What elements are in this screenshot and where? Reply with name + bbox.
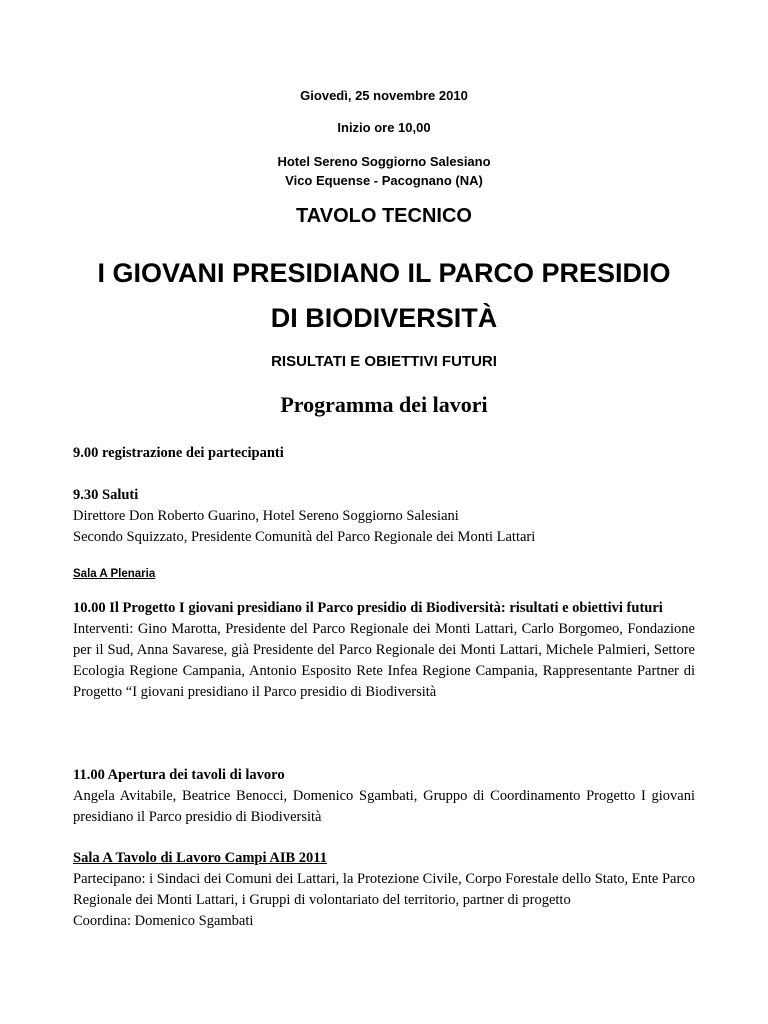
- title-line-1: I GIOVANI PRESIDIANO IL PARCO PRESIDIO: [97, 258, 671, 288]
- subtitle: RISULTATI E OBIETTIVI FUTURI: [271, 353, 497, 370]
- document-title: [0, 251, 768, 341]
- project-heading: 10.00 Il Progetto I giovani presidiano il Parco presidio di Biodiversità: risultati e obiettivi futuri: [73, 600, 663, 616]
- project-speakers: Interventi: Gino Marotta, Presidente del Parco Regionale dei Monti Lattari, Carlo Borgomeo, Fondazione per il Sud, Anna Savarese, già Presidente del Parco Regionale dei Monti Lattari, Michele Palmieri, Settore Ecologia Regione Campania, Antonio Esposito Rete Infea Regione Campania, Rappresentante Partner di Progetto “I giovani presidiano il Parco presidio di Biodiversità: [73, 621, 695, 700]
- venue: [0, 152, 768, 190]
- section-workshops: [73, 765, 695, 828]
- greetings-line: Secondo Squizzato, Presidente Comunità del Parco Regionale dei Monti Lattari: [73, 529, 536, 545]
- start-time: Inizio ore 10,00: [337, 120, 431, 135]
- table-aib-coordinator: Coordina: Domenico Sgambati: [73, 913, 254, 929]
- section-registration: [73, 443, 695, 464]
- venue-line-2: Vico Equense - Pacognano (NA): [285, 173, 483, 188]
- registration-heading: 9.00 registrazione dei partecipanti: [73, 445, 284, 461]
- workshops-people: Angela Avitabile, Beatrice Benocci, Domenico Sgambati, Gruppo di Coordinamento Progetto I giovani presidiano il Parco presidio di Biodiversità: [73, 788, 695, 825]
- greetings-heading: 9.30 Saluti: [73, 487, 139, 503]
- table-aib-heading: Sala A Tavolo di Lavoro Campi AIB 2011: [73, 850, 327, 866]
- venue-line-1: Hotel Sereno Soggiorno Salesiano: [277, 154, 491, 169]
- section-greetings: [73, 485, 695, 548]
- programme-heading: Programma dei lavori: [280, 392, 488, 417]
- section-table-aib: [73, 848, 695, 932]
- workshops-heading: 11.00 Apertura dei tavoli di lavoro: [73, 767, 285, 783]
- event-date: Giovedì, 25 novembre 2010: [300, 88, 468, 103]
- kicker: TAVOLO TECNICO: [296, 205, 472, 227]
- section-project: [73, 598, 695, 703]
- plenary-room-label: Sala A Plenaria: [73, 568, 156, 580]
- greetings-line: Direttore Don Roberto Guarino, Hotel Sereno Soggiorno Salesiani: [73, 508, 459, 524]
- title-line-2: DI BIODIVERSITÀ: [270, 303, 498, 333]
- table-aib-participants: Partecipano: i Sindaci dei Comuni dei Lattari, la Protezione Civile, Corpo Forestale dello Stato, Ente Parco Regionale dei Monti Lattari, i Gruppi di volontariato del territorio, partner di progetto: [73, 871, 695, 908]
